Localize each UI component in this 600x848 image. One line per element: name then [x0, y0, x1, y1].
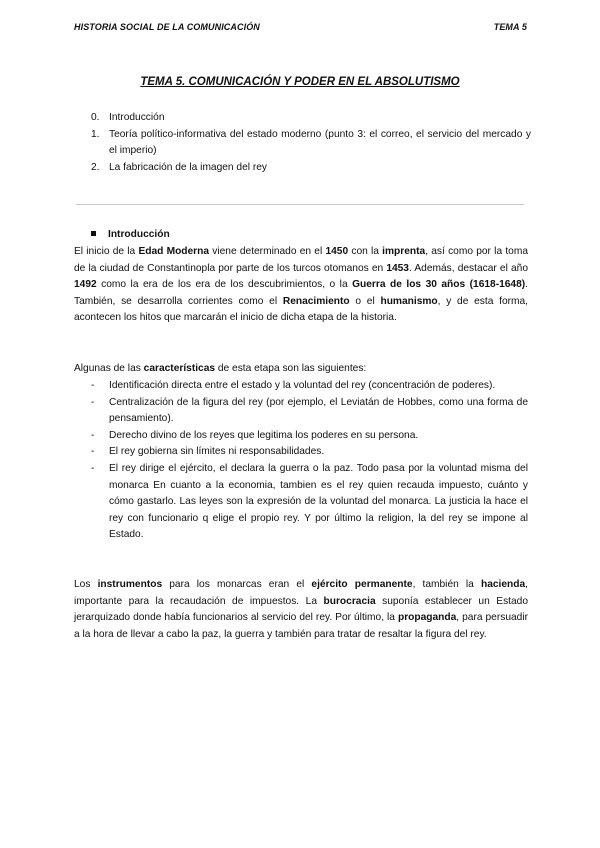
toc-text: La fabricación de la imagen del rey: [109, 161, 268, 173]
toc-text: Teoría político-informativa del estado moderno (punto 3: el correo, el servicio del mercado y el imperio): [109, 128, 531, 156]
toc-text: Introducción: [109, 112, 165, 123]
toc-number: 2.: [91, 161, 100, 173]
list-marker: -: [91, 396, 95, 408]
section-heading-text: Introducción: [108, 229, 170, 240]
square-bullet-icon: [91, 231, 96, 236]
list-item: - El rey dirige el ejército, el declara la guerra o la paz. Todo pasa por la voluntad misma del monarca En cuanto a la economia, tambien es el rey quien recauda impuesto, cuánto y cómo gastarlo. Las leyes son la expresión de la voluntad del monarca. La justicia la hace el rey con funcionario q elige el propio rey. Y por último la religion, la del rey se impone al Estado.: [91, 461, 528, 544]
toc-number: 0.: [91, 112, 100, 123]
list-marker: -: [91, 429, 95, 441]
horizontal-divider: [76, 204, 524, 205]
list-marker: -: [91, 462, 95, 474]
toc-number: 1.: [91, 128, 100, 140]
list-item: - Identificación directa entre el estado y la voluntad del rey (concentración de poderes).: [91, 378, 528, 395]
list-marker: -: [91, 446, 95, 458]
toc-item: [91, 160, 531, 177]
characteristics-intro: Algunas de las características de esta etapa son las siguientes:: [74, 363, 367, 374]
intro-paragraph: El inicio de la Edad Moderna viene determinado en el 1450 con la imprenta, así como por la toma de la ciudad de Constantinopla por parte de los turcos otomanos en 1453. Además, destacar el año 1492 como la era de los era de los descubrimientos, o la Guerra de los 30 años (1618-1648). También, se desarrolla corrientes como el Renacimiento o el humanismo, y de esta forma, acontecen los hitos que marcarán el inicio de dicha etapa de la historia.: [74, 246, 528, 324]
header-course-title: HISTORIA SOCIAL DE LA COMUNICACIÓN: [74, 22, 260, 32]
list-item: - Derecho divino de los reyes que legitima los poderes en su persona.: [91, 428, 528, 445]
section-heading: [91, 229, 170, 240]
table-of-contents: [91, 110, 531, 176]
toc-item: [91, 110, 531, 127]
list-item: - Centralización de la figura del rey (por ejemplo, el Leviatán de Hobbes, como una forma de pensamiento).: [91, 395, 528, 428]
list-item: - El rey gobierna sin límites ni responsabilidades.: [91, 444, 528, 461]
characteristics-list: [91, 378, 528, 544]
toc-item: [91, 127, 531, 160]
header-topic-number: TEMA 5: [493, 22, 527, 32]
instruments-paragraph: Los instrumentos para los monarcas eran el ejército permanente, también la hacienda, importante para la recaudación de impuestos. La burocracia suponía establecer un Estado jerarquizado donde había funcionarios al servicio del rey. Por último, la propaganda, para persuadir a la hora de llevar a cabo la paz, la guerra y también para tratar de resaltar la figura del rey.: [74, 579, 529, 640]
list-marker: -: [91, 380, 95, 391]
document-title: TEMA 5. COMUNICACIÓN Y PODER EN EL ABSOLUTISMO: [140, 76, 460, 88]
